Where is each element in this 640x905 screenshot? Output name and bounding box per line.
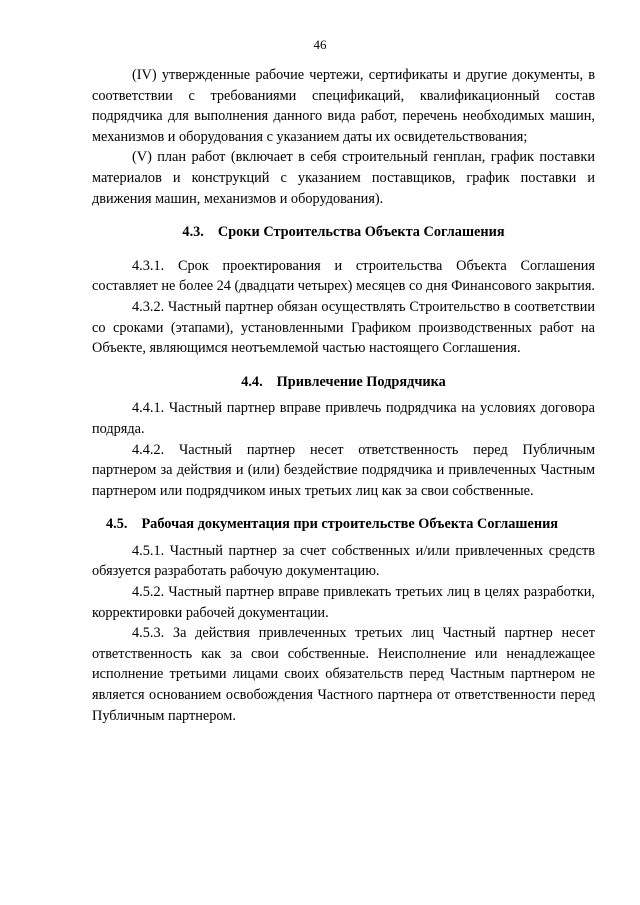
section-heading-4-4 xyxy=(92,372,595,393)
section-title: Сроки Строительства Объекта Соглашения xyxy=(217,224,505,241)
paragraph-v: (V) план работ (включает в себя строительный генплан, график поставки материалов и конструкций с указанием поставщиков, график поставки и движения машин, механизмов и оборудования). xyxy=(92,149,595,207)
paragraph-4-5-3: 4.5.3. За действия привлеченных третьих лиц Частный партнер несет ответственность как за свои собственные. Неисполнение или ненадлежащее исполнение третьими лицами своих обязательств перед Частным партнером не является основанием освобождения Частного партнера от ответственности перед Публичным партнером. xyxy=(92,625,595,724)
section-title: Привлечение Подрядчика xyxy=(276,373,446,390)
paragraph-4-4-1: 4.4.1. Частный партнер вправе привлечь подрядчика на условиях договора подряда. xyxy=(92,400,595,437)
section-heading-4-5 xyxy=(92,514,595,535)
section-number: 4.3. xyxy=(182,224,204,241)
section-number: 4.4. xyxy=(241,373,263,390)
paragraph-iv: (IV) утвержденные рабочие чертежи, сертификаты и другие документы, в соответствии с требованиями спецификаций, квалификационный состав подрядчика для выполнения данного вида работ, перечень необходимых машин, механизмов и оборудования с указанием даты их освидетельствования; xyxy=(92,67,595,145)
paragraph-4-3-2: 4.3.2. Частный партнер обязан осуществлять Строительство в соответствии со сроками (этапами), установленными Графиком производственных работ на Объекте, являющимся неотъемлемой частью настоящего Соглашения. xyxy=(92,298,595,357)
section-title: Рабочая документация при строительстве Объекта Соглашения xyxy=(141,516,559,533)
paragraph-4-5-1: 4.5.1. Частный партнер за счет собственных и/или привлеченных средств обязуется разработать рабочую документацию. xyxy=(92,542,595,580)
paragraph-4-4-2: 4.4.2. Частный партнер несет ответственность перед Публичным партнером за действия и (или) бездействие подрядчика и привлеченных Частным партнером или подрядчиком иных третьих лиц как за свои собственные. xyxy=(92,441,595,499)
page-number: 46 xyxy=(313,37,327,52)
paragraph-4-3-1: 4.3.1. Срок проектирования и строительства Объекта Соглашения составляет не более 24 (двадцати четырех) месяцев со дня Финансового закрытия. xyxy=(92,257,595,295)
section-number: 4.5. xyxy=(106,516,128,533)
page-content xyxy=(92,65,595,726)
paragraph-4-5-2: 4.5.2. Частный партнер вправе привлекать третьих лиц в целях разработки, корректировки рабочей документации. xyxy=(92,584,595,621)
section-heading-4-3 xyxy=(92,222,595,243)
